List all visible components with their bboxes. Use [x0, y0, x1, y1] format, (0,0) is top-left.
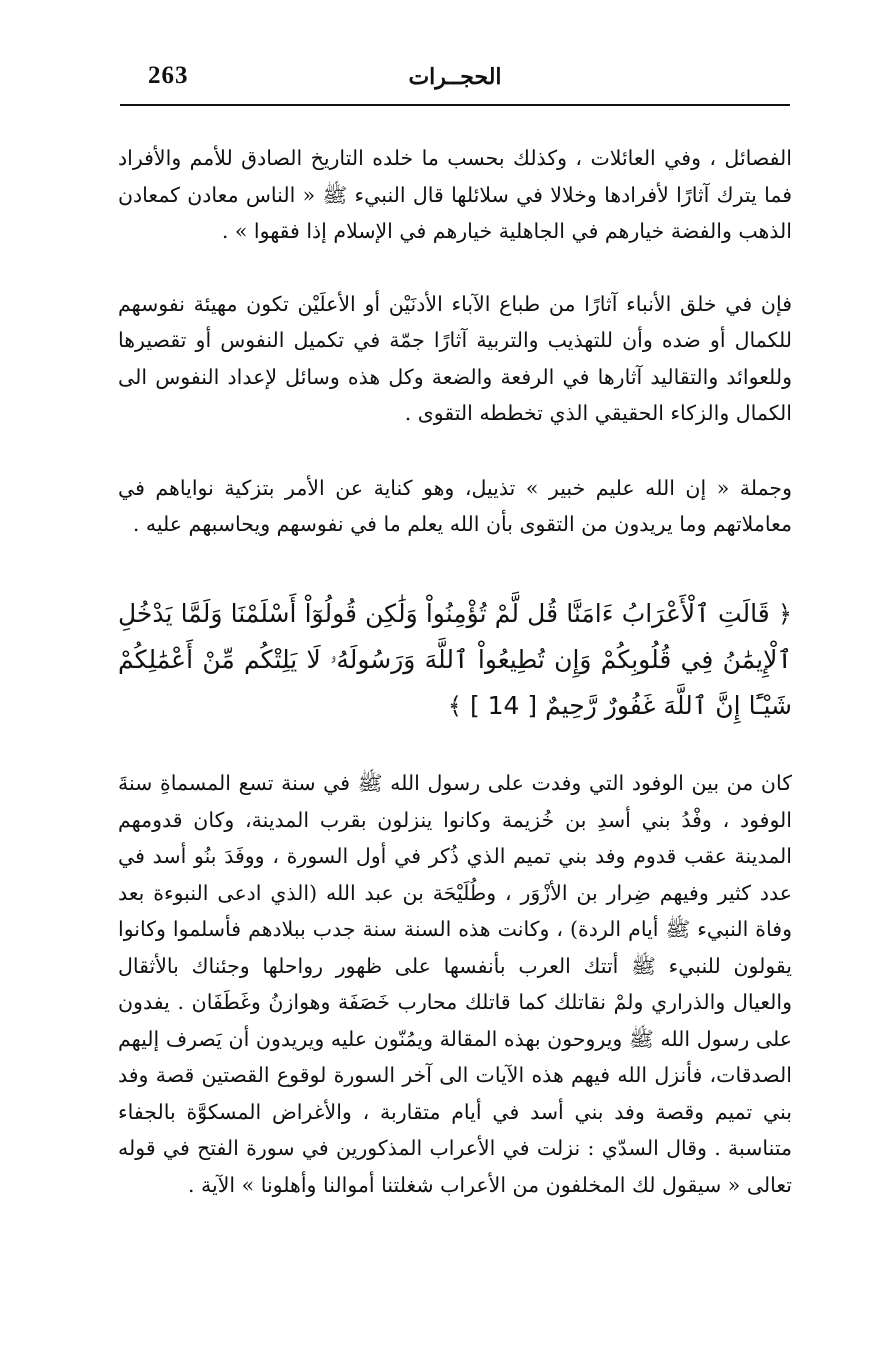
- verse-text: قَالَتِ ٱلْأَعْرَابُ ءَامَنَّا قُل لَّمْ تُؤْمِنُواْ وَلَٰكِن قُولُوٓاْ أَسْلَمْنَا وَلَمَّا يَدْخُلِ ٱلْإِيمَٰنُ فِي قُلُوبِكُمْ وَإِن تُطِيعُواْ ٱللَّهَ وَرَسُولَهُۥ لَا يَلِتْكُم مِّنْ أَعْمَٰلِكُمْ شَيْـًٔا إِنَّ ٱللَّهَ غَفُورٌ رَّحِيمٌ: [118, 598, 792, 720]
- quran-verse: [118, 591, 792, 730]
- page-body: [118, 140, 792, 1203]
- page-number: 263: [148, 62, 189, 89]
- running-title: الحجــرات: [408, 64, 502, 90]
- verse-open-bracket: ﴿: [777, 599, 792, 628]
- paragraph-2: فإن في خلق الأنباء آثارًا من طباع الآباء الأدنَيْن أو الأعلَيْن تكون مهيئة نفوسهم للكمال أو ضده وأن للتهذيب والتربية آثارًا جمّة في تكميل النفوس أو تقصيرها وللعوائد والتقاليد آثارها في الرفعة والضعة وكل هذه وسائل لإعداد النفوس الى الكمال والزكاء الحقيقي الذي تخططه التقوى .: [118, 291, 792, 425]
- verse-number: [ 14 ]: [469, 690, 538, 720]
- paragraph-3: وجملة « إن الله عليم خبير » تذييل، وهو كناية عن الأمر بتزكية نواياهم في معاملاتهم وما يريدون من التقوى بأن الله يعلم ما في نفوسهم ويحاسبهم عليه .: [118, 475, 792, 536]
- paragraph-1: الفصائل ، وفي العائلات ، وكذلك بحسب ما خلده التاريخ الصادق للأمم والأفراد فما يترك آثارًا لأفرادها وخلالا في سلائلها قال النبيء ﷺ « الناس معادن كمعادن الذهب والفضة خيارهم في الجاهلية خيارهم في الإسلام إذا فقهوا » .: [118, 146, 792, 243]
- verse-close-bracket: ﴾: [447, 691, 462, 720]
- paragraph-4: كان من بين الوفود التي وفدت على رسول الله ﷺ في سنة تسع المسماةِ سنةَ الوفود ، وفْدُ بني أسدِ بن خُزيمة وكانوا ينزلون بقرب المدينة، وكان قدومهم المدينة عقب قدوم وفد بني تميم الذي ذُكر في أول السورة ، ووفَدَ بنُو أسد في عدد كثير وفيهم ضِرار بن الأزْوَر ، وطُلَيْحَة بن عبد الله (الذي ادعى النبوءة بعد وفاة النبيء ﷺ أيام الردة) ، وكانت هذه السنة سنة جدب ببلادهم فأسلموا وكانوا يقولون للنبيء ﷺ أتتك العرب بأنفسها على ظهور رواحلها وجئناك بالأثقال والعيال والذراري ولمْ نقاتلك كما قاتلك محارب خَصَفَة وهوازنُ وغَطَفَان . يفدون على رسول الله ﷺ ويروحون بهذه المقالة ويمُنّون عليه ويريدون أن يَصرف إليهم الصدقات، فأنزل الله فيهم هذه الآيات الى آخر السورة لوقوع القصتين قصة وفد بني تميم وقصة وفد بني أسد في أيام متقاربة ، والأغراض المسكوَّة بالجفاء متناسبة . وقال السدّي : نزلت في الأعراب المذكورين في سورة الفتح في قوله تعالى « سيقول لك المخلفون من الأعراب شغلتنا أموالنا وأهلونا » الآية .: [118, 771, 792, 1197]
- page-header: [120, 58, 790, 106]
